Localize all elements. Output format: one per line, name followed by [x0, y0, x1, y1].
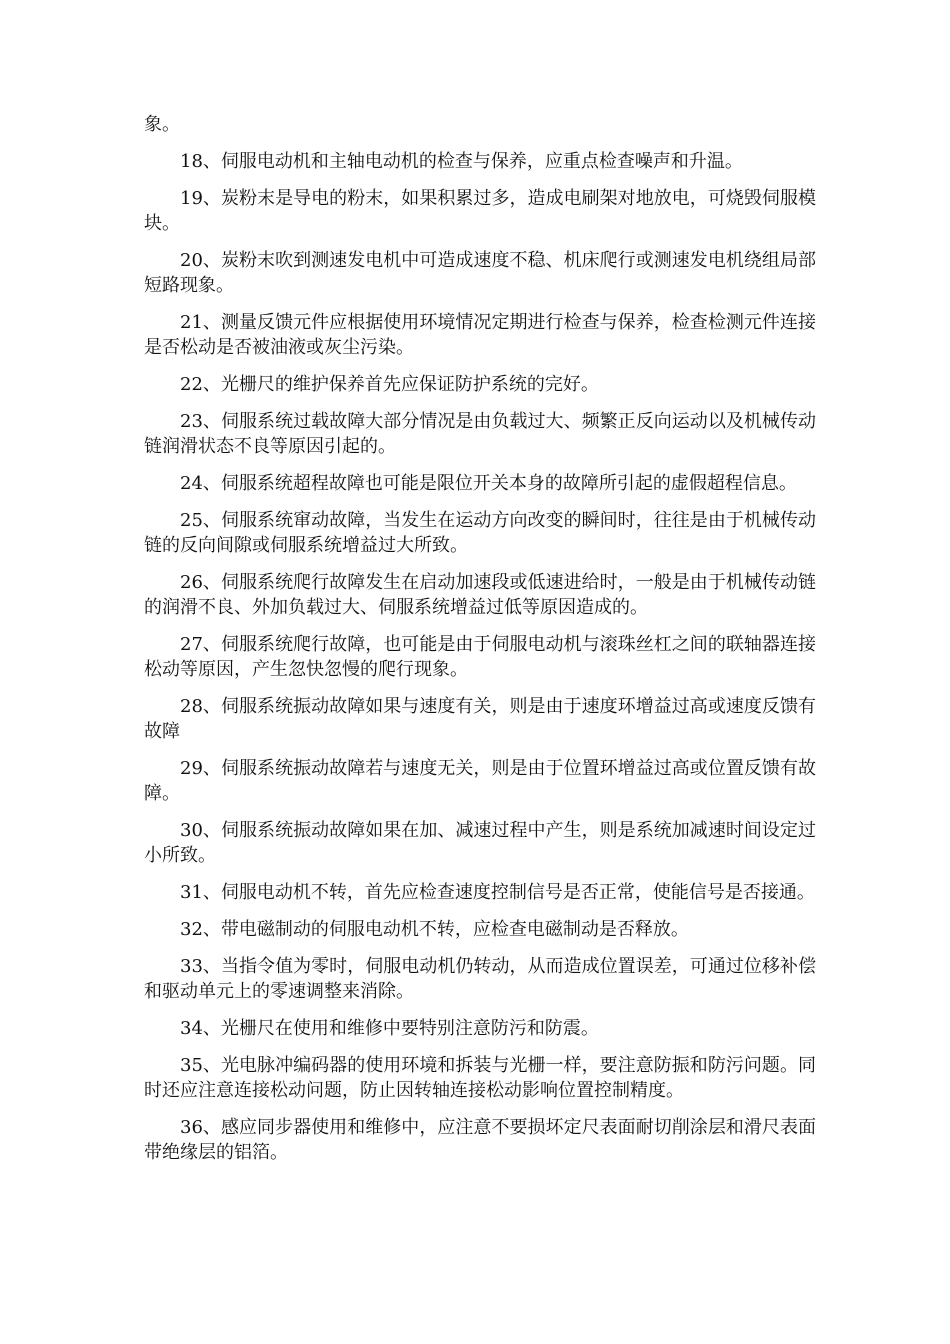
- paragraph-item-29: 29、伺服系统振动故障若与速度无关，则是由于位置环增益过高或位置反馈有故障。: [144, 758, 816, 804]
- paragraph-item-27: 27、伺服系统爬行故障，也可能是由于伺服电动机与滚珠丝杠之间的联轴器连接松动等原因，产生忽快忽慢的爬行现象。: [144, 634, 816, 680]
- paragraph-item-22: 22、光栅尺的维护保养首先应保证防护系统的完好。: [180, 374, 599, 395]
- paragraph-item-26: 26、伺服系统爬行故障发生在启动加速段或低速进给时，一般是由于机械传动链的润滑不良、外加负载过大、伺服系统增益过低等原因造成的。: [144, 572, 816, 618]
- paragraph-item-31: 31、伺服电动机不转，首先应检查速度控制信号是否正常，使能信号是否接通。: [180, 882, 815, 903]
- paragraph-item-19: 19、炭粉末是导电的粉末，如果积累过多，造成电刷架对地放电，可烧毁伺服模块。: [144, 188, 816, 234]
- paragraph-item-34: 34、光栅尺在使用和维修中要特别注意防污和防震。: [180, 1018, 599, 1039]
- paragraph-item-35: 35、光电脉冲编码器的使用环境和拆装与光栅一样，要注意防振和防污问题。同时还应注意连接松动问题，防止因转轴连接松动影响位置控制精度。: [144, 1055, 816, 1101]
- paragraph-item-18: 18、伺服电动机和主轴电动机的检查与保养，应重点检查噪声和升温。: [180, 151, 743, 172]
- paragraph-item-36: 36、感应同步器使用和维修中，应注意不要损坏定尺表面耐切削涂层和滑尺表面带绝缘层的铝箔。: [144, 1117, 816, 1163]
- paragraph-item-30: 30、伺服系统振动故障如果在加、减速过程中产生，则是系统加减速时间设定过小所致。: [144, 820, 816, 866]
- paragraph-item-24: 24、伺服系统超程故障也可能是限位开关本身的故障所引起的虚假超程信息。: [180, 473, 797, 494]
- paragraph-item-21: 21、测量反馈元件应根据使用环境情况定期进行检查与保养，检查检测元件连接是否松动是否被油液或灰尘污染。: [144, 312, 816, 358]
- paragraph-item-28: 28、伺服系统振动故障如果与速度有关，则是由于速度环增益过高或速度反馈有故障: [144, 696, 816, 742]
- paragraph-item-33: 33、当指令值为零时，伺服电动机仍转动，从而造成位置误差，可通过位移补偿和驱动单元上的零速调整来消除。: [144, 956, 816, 1002]
- paragraph-item-20: 20、炭粉末吹到测速发电机中可造成速度不稳、机床爬行或测速发电机绕组局部短路现象。: [144, 250, 816, 296]
- paragraph-item-23: 23、伺服系统过载故障大部分情况是由负载过大、频繁正反向运动以及机械传动链润滑状态不良等原因引起的。: [144, 411, 816, 457]
- paragraph-item-25: 25、伺服系统窜动故障，当发生在运动方向改变的瞬间时，往往是由于机械传动链的反向间隙或伺服系统增益过大所致。: [144, 510, 816, 556]
- document-body: [144, 112, 816, 1177]
- paragraph-continuation: 象。: [144, 114, 180, 135]
- paragraph-item-32: 32、带电磁制动的伺服电动机不转，应检查电磁制动是否释放。: [180, 919, 689, 940]
